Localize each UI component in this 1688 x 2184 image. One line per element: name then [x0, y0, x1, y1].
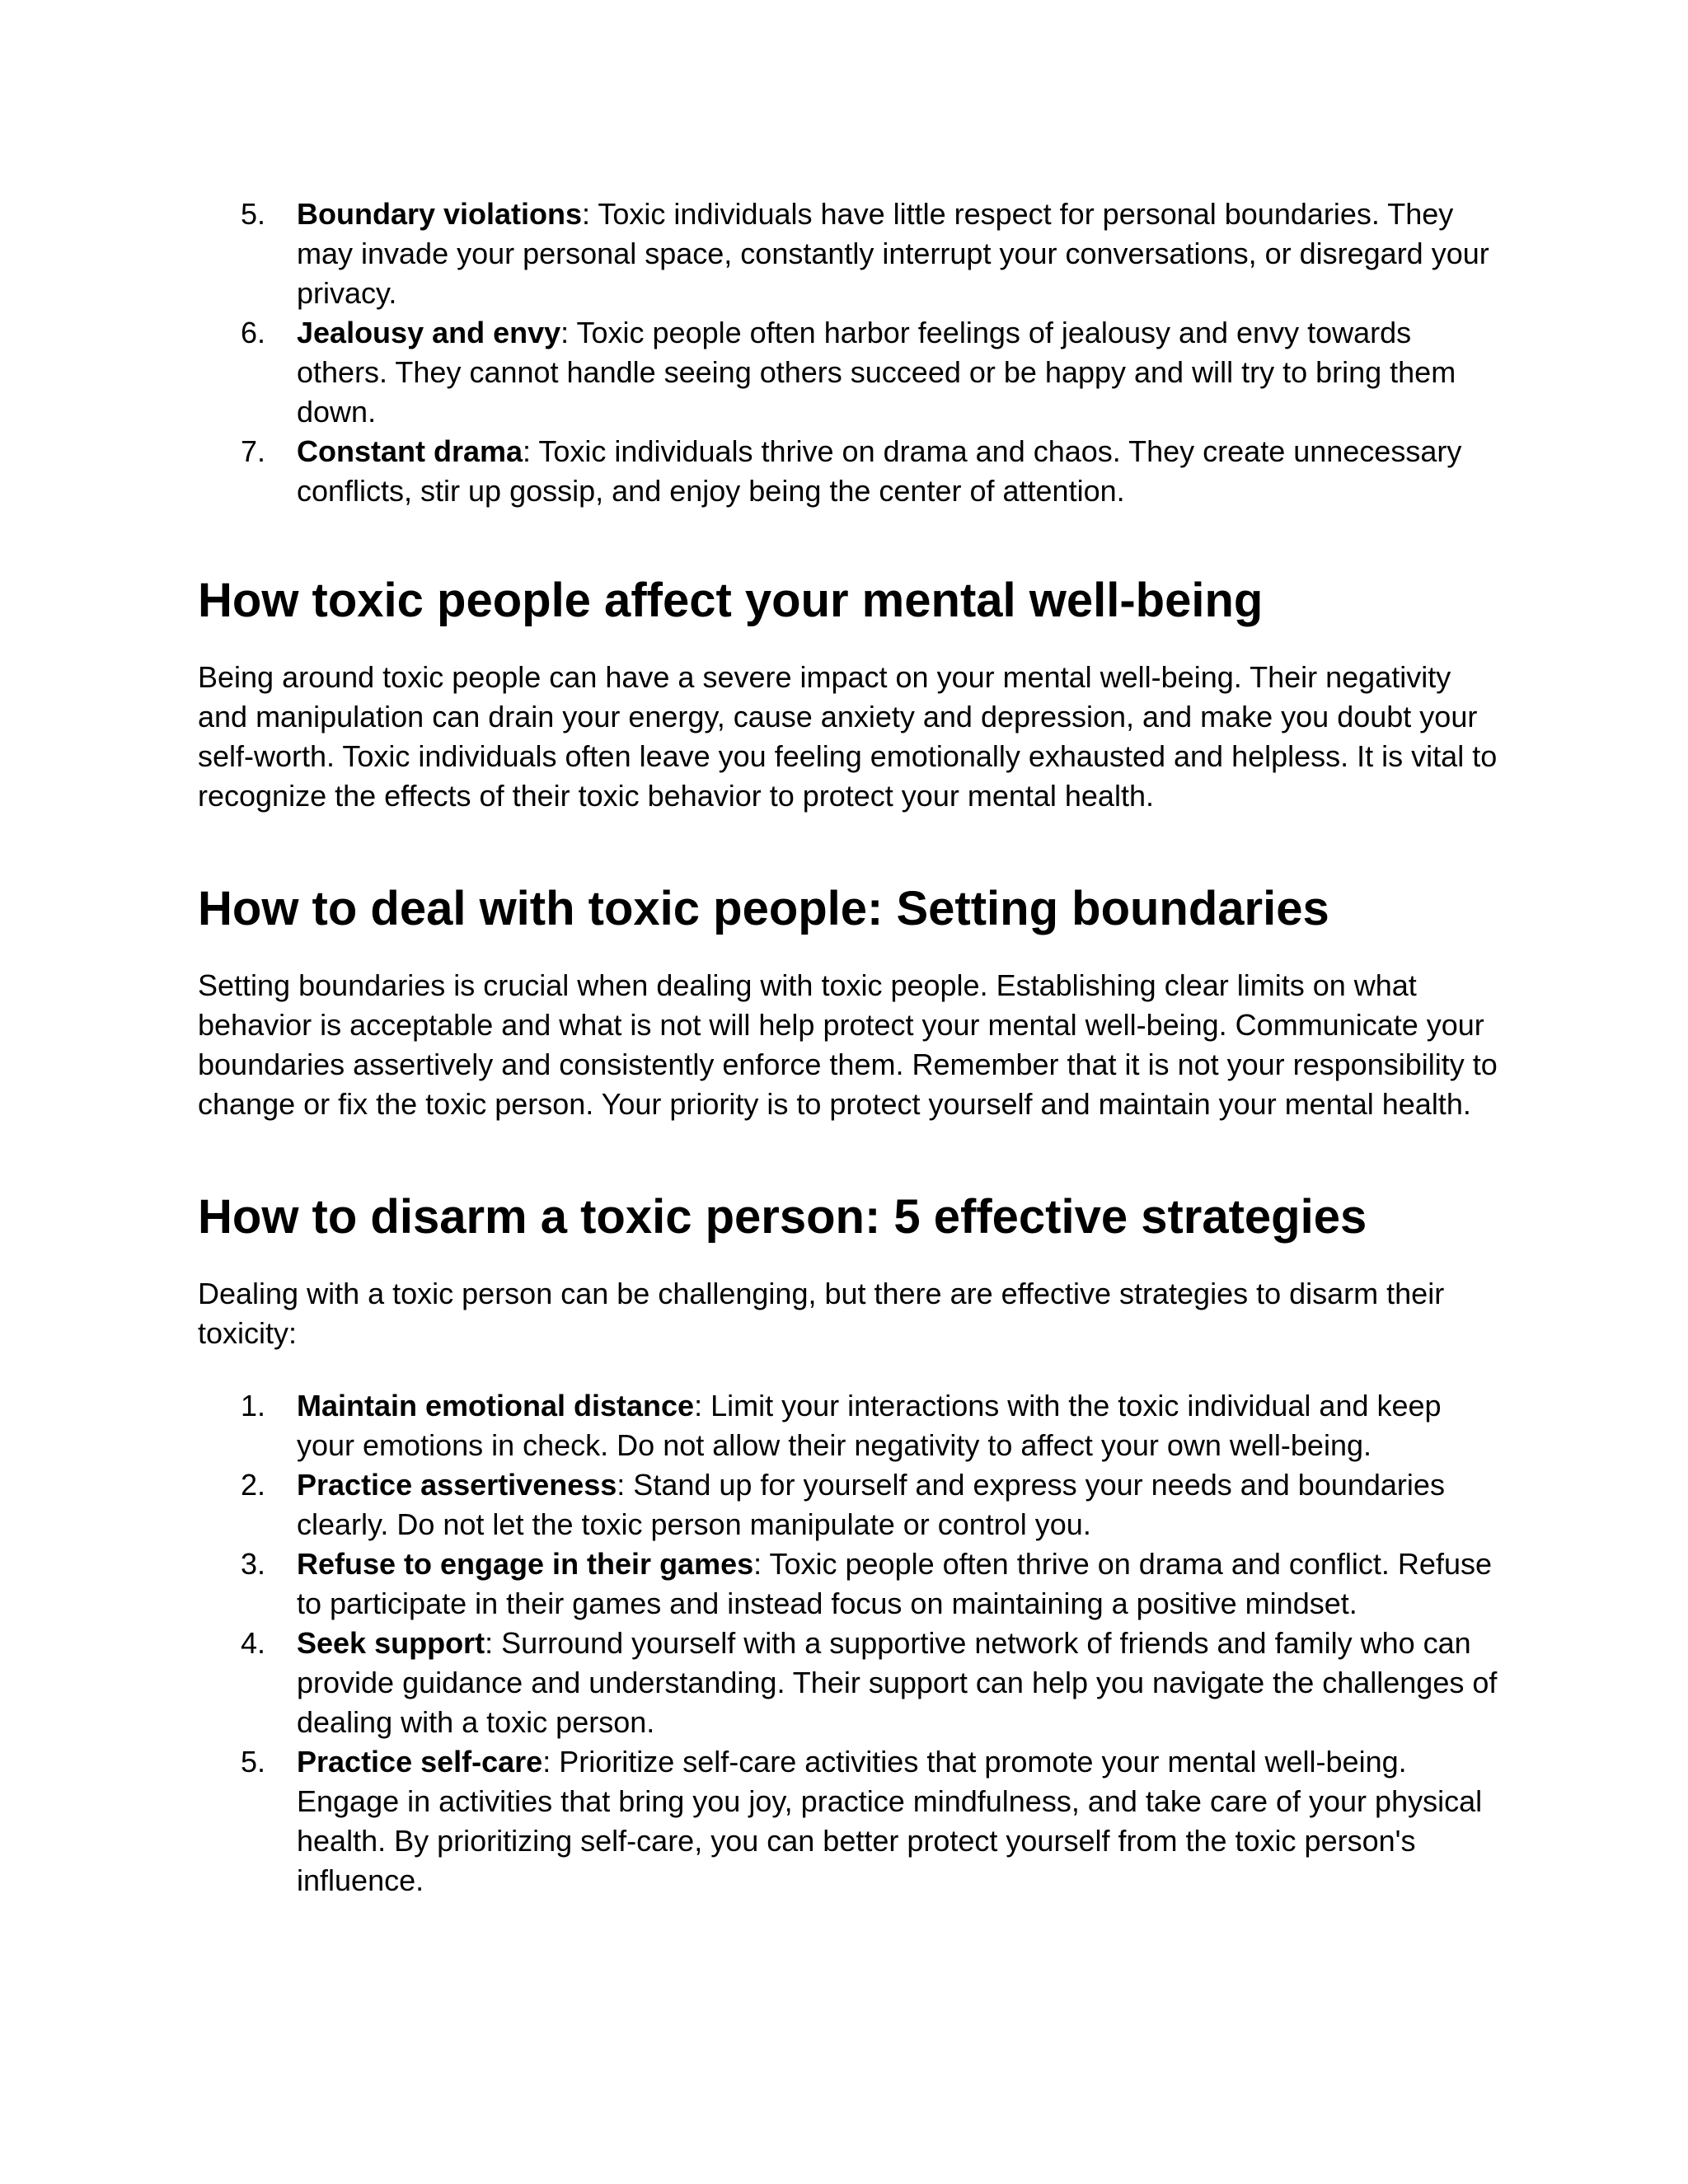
list-item [198, 1386, 1500, 1465]
list-number: 6. [241, 316, 266, 349]
list-text: : Limit your interactions with the toxic individual and keep your emotions in check. Do not allow their negativity to affect your own well-being. [297, 1389, 1442, 1462]
list-item [198, 313, 1500, 432]
list-text: : Toxic individuals thrive on drama and chaos. They create unnecessary conflicts, stir up gossip, and enjoy being the center of attention. [297, 434, 1462, 508]
list-term: Practice assertiveness [297, 1468, 617, 1502]
list-number: 2. [241, 1468, 266, 1502]
list-item [198, 432, 1500, 511]
section-heading-disarm: How to disarm a toxic person: 5 effective strategies [198, 1190, 1367, 1244]
list-item [198, 1544, 1500, 1624]
list-number: 7. [241, 434, 266, 468]
list-text: : Toxic people often thrive on drama and conflict. Refuse to participate in their games and instead focus on maintaining a positive mindset. [297, 1547, 1492, 1620]
list-text: : Surround yourself with a supportive network of friends and family who can provide guidance and understanding. Their support can help you navigate the challenges of dealing with a toxic person. [297, 1626, 1498, 1739]
list-text: : Stand up for yourself and express your needs and boundaries clearly. Do not let the toxic person manipulate or control you. [297, 1468, 1445, 1541]
section-intro-disarm: Dealing with a toxic person can be challenging, but there are effective strategies to disarm their toxicity: [198, 1277, 1445, 1350]
list-term: Jealousy and envy [297, 316, 561, 349]
section-body-wellbeing: Being around toxic people can have a severe impact on your mental well-being. Their negativity and manipulation can drain your energy, cause anxiety and depression, and make you doubt your self-worth. Toxic individuals often leave you feeling emotionally exhausted and helpless. It is vital to recognize the effects of their toxic behavior to protect your mental health. [198, 660, 1498, 813]
list-number: 5. [241, 197, 266, 231]
strategies-list [198, 1386, 1500, 1900]
list-item [198, 194, 1500, 313]
list-item [198, 1624, 1500, 1742]
section-heading-boundaries: How to deal with toxic people: Setting boundaries [198, 882, 1329, 935]
list-term: Maintain emotional distance [297, 1389, 695, 1422]
list-number: 5. [241, 1745, 266, 1779]
list-number: 3. [241, 1547, 266, 1581]
list-text: : Toxic people often harbor feelings of jealousy and envy towards others. They cannot handle seeing others succeed or be happy and will try to bring them down. [297, 316, 1456, 429]
section-body-boundaries: Setting boundaries is crucial when dealing with toxic people. Establishing clear limits on what behavior is acceptable and what is not will help protect your mental well-being. Communicate your boundaries assertively and consistently enforce them. Remember that it is not your responsibility to change or fix the toxic person. Your priority is to protect yourself and maintain your mental health. [198, 968, 1498, 1121]
list-text: : Toxic individuals have little respect for personal boundaries. They may invade your personal space, constantly interrupt your conversations, or disregard your privacy. [297, 197, 1489, 310]
list-term: Constant drama [297, 434, 523, 468]
list-number: 1. [241, 1389, 266, 1422]
list-item [198, 1742, 1500, 1900]
section-heading-wellbeing: How toxic people affect your mental well-being [198, 574, 1264, 627]
warning-signs-list [198, 194, 1500, 511]
list-term: Seek support [297, 1626, 485, 1660]
document-page [198, 194, 1500, 1900]
list-term: Boundary violations [297, 197, 583, 231]
list-term: Practice self-care [297, 1745, 543, 1779]
list-term: Refuse to engage in their games [297, 1547, 754, 1581]
list-number: 4. [241, 1626, 266, 1660]
list-text: : Prioritize self-care activities that promote your mental well-being. Engage in activities that bring you joy, practice mindfulness, and take care of your physical health. By prioritizing self-care, you can better protect yourself from the toxic person's influence. [297, 1745, 1483, 1897]
list-item [198, 1465, 1500, 1544]
